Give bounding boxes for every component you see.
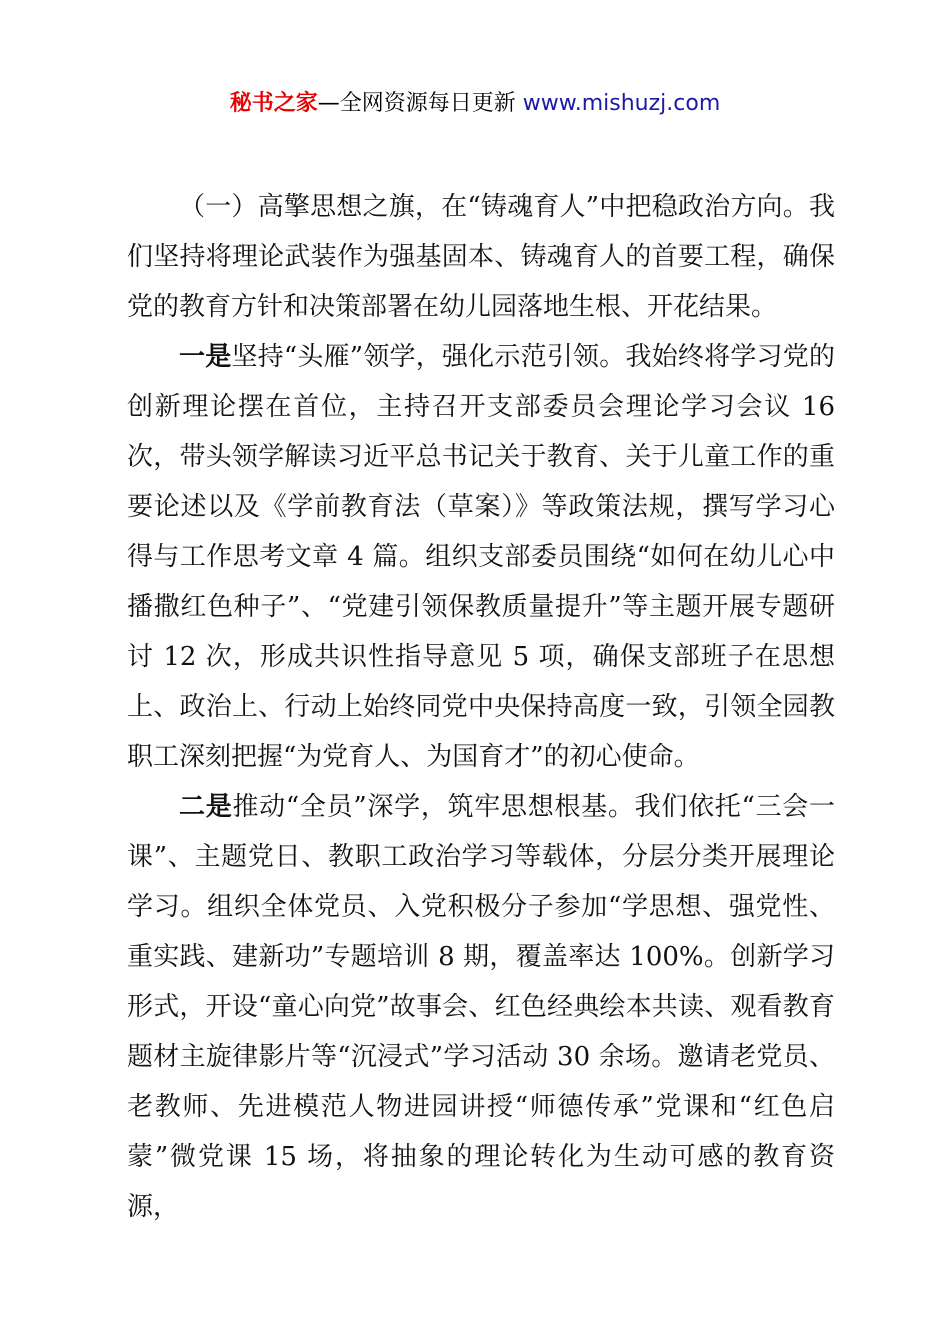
website-link[interactable]: www.mishuzj.com: [522, 91, 721, 116]
paragraph-text: 推动“全员”深学，筑牢思想根基。我们依托“三会一课”、主题党日、教职工政治学习等载体，分层分类开展理论学习。组织全体党员、入党积极分子参加“学思想、强党性、重实践、建新功”专题培训 8 期，覆盖率达 100%。创新学习形式，开设“童心向党”故事会、红色经典绘本共读、观看教育题材主旋律影片等“沉浸式”学习活动 30 余场。邀请老党员、老教师、先进模范人物进园讲授“师德传承”党课和“红色启蒙”微党课 15 场，将抽象的理论转化为生动可感的教育资源，: [127, 792, 835, 1222]
paragraph-lead: 二是: [179, 792, 233, 822]
brand-name: 秘书之家: [229, 91, 318, 116]
header-tagline: —全网资源每日更新: [317, 91, 523, 116]
paragraph-text: （一）高擎思想之旗，在“铸魂育人”中把稳政治方向。我们坚持将理论武装作为强基固本、铸魂育人的首要工程，确保党的教育方针和决策部署在幼儿园落地生根、开花结果。: [127, 192, 835, 322]
page-header: [0, 88, 950, 120]
paragraph-point-one: [127, 332, 835, 782]
document-body: [127, 182, 835, 1232]
paragraph-text: 坚持“头雁”领学，强化示范引领。我始终将学习党的创新理论摆在首位，主持召开支部委员会理论学习会议 16 次，带头领学解读习近平总书记关于教育、关于儿童工作的重要论述以及《学前教育法（草案）》等政策法规，撰写学习心得与工作思考文章 4 篇。组织支部委员围绕“如何在幼儿心中播撒红色种子”、“党建引领保教质量提升”等主题开展专题研讨 12 次，形成共识性指导意见 5 项，确保支部班子在思想上、政治上、行动上始终同党中央保持高度一致，引领全园教职工深刻把握“为党育人、为国育才”的初心使命。: [127, 342, 835, 772]
paragraph-point-two: [127, 782, 835, 1232]
paragraph-lead: 一是: [179, 342, 232, 372]
paragraph-section-heading: [127, 182, 835, 332]
